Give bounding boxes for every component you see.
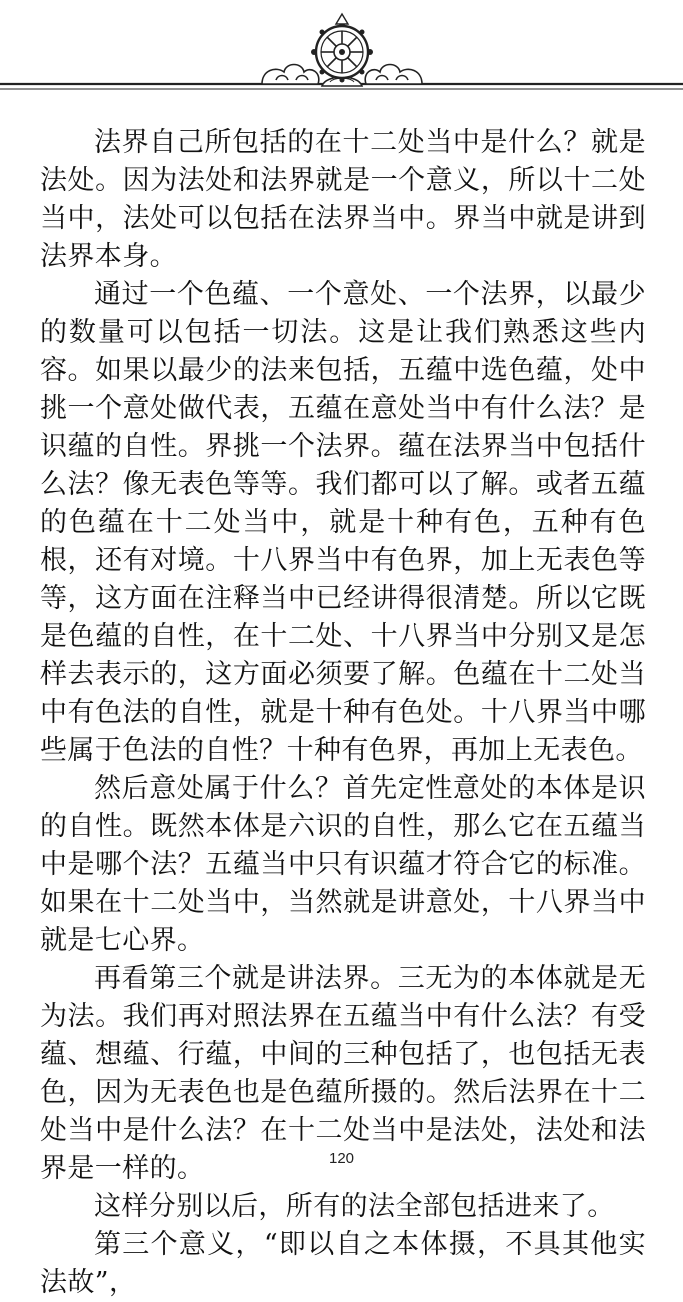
dharma-wheel-icon <box>311 14 373 86</box>
right-cloud-icon <box>365 65 422 85</box>
paragraph-6: 第三个意义，“即以自之本体摄，不具其他实法故”， <box>40 1229 646 1298</box>
page-header <box>0 0 683 110</box>
header-ornament <box>0 0 683 110</box>
text-body <box>40 124 646 1302</box>
paragraph-1: 法界自己所包括的在十二处当中是什么？就是法处。因为法处和法界就是一个意义，所以十二处当中，法处可以包括在法界当中。界当中就是讲到法界本身。 <box>40 127 646 272</box>
paragraph-5: 这样分别以后，所有的法全部包括进来了。 <box>94 1191 615 1222</box>
paragraph-3: 然后意处属于什么？首先定性意处的本体是识的自性。既然本体是六识的自性，那么它在五蕴当中是哪个法？五蕴当中只有识蕴才符合它的标准。如果在十二处当中，当然就是讲意处，十八界当中就是七心界。 <box>40 773 646 956</box>
paragraph-4: 再看第三个就是讲法界。三无为的本体就是无为法。我们再对照法界在五蕴当中有什么法？有受蕴、想蕴、行蕴，中间的三种包括了，也包括无表色，因为无表色也是色蕴所摄的。然后法界在十二处当中是什么法？在十二处当中是法处，法处和法界是一样的。 <box>40 963 646 1184</box>
paragraph-2: 通过一个色蕴、一个意处、一个法界，以最少的数量可以包括一切法。这是让我们熟悉这些内容。如果以最少的法来包括，五蕴中选色蕴，处中挑一个意处做代表，五蕴在意处当中有什么法？是识蕴的自性。界挑一个法界。蕴在法界当中包括什么法？像无表色等等。我们都可以了解。或者五蕴的色蕴在十二处当中，就是十种有色，五种有色根，还有对境。十八界当中有色界，加上无表色等等，这方面在注释当中已经讲得很清楚。所以它既是色蕴的自性，在十二处、十八界当中分别又是怎样去表示的，这方面必须要了解。色蕴在十二处当中有色法的自性，就是十种有色处。十八界当中哪些属于色法的自性？十种有色界，再加上无表色。 <box>40 279 646 766</box>
page-number: 120 <box>328 1150 355 1167</box>
left-cloud-icon <box>262 65 319 85</box>
